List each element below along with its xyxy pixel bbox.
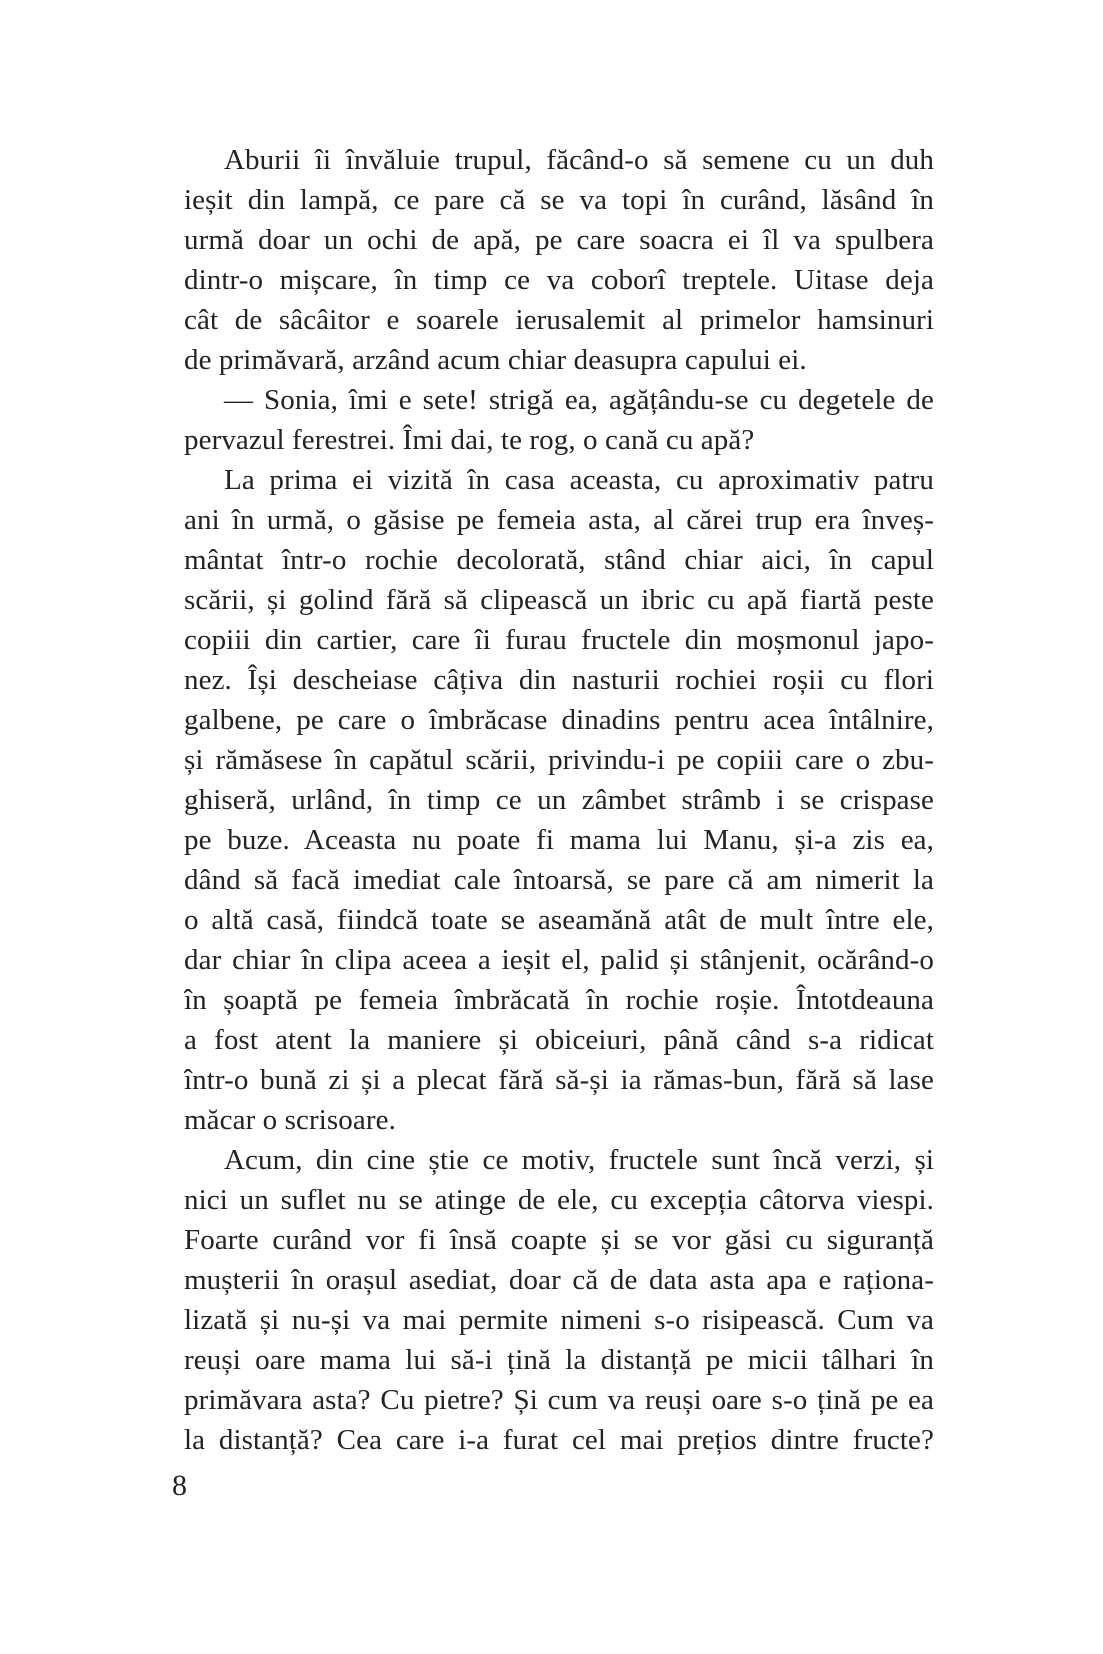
text-line: dar chiar în clipa aceea a ieșit el, palid și stânjenit, ocărând-o [184,944,934,976]
text-line: dând să facă imediat cale întoarsă, se pare că am nimerit la [184,864,934,896]
text-line: pervazul ferestrei. Îmi dai, te rog, o cană cu apă? [184,424,755,456]
text-line: a fost atent la maniere și obiceiuri, până când s-a ridicat [184,1024,934,1056]
text-line: urmă doar un ochi de apă, pe care soacra ei îl va spulbera [184,224,934,256]
text-line: nici un suflet nu se atinge de ele, cu excepția câtorva viespi. [184,1184,934,1216]
text-line: reuși oare mama lui să-i țină la distanță pe micii tâlhari în [184,1344,934,1376]
text-line: cât de sâcâitor e soarele ierusalemit al primelor hamsinuri [184,304,934,336]
text-line: — Sonia, îmi e sete! strigă ea, agățându-se cu degetele de [224,384,934,416]
text-line: lizată și nu-și va mai permite nimeni s-o risipească. Cum va [184,1304,934,1336]
text-line: măcar o scrisoare. [184,1104,396,1136]
paragraph-3 [184,460,934,1140]
text-line: mușterii în orașul asediat, doar că de data asta apa e raționa- [184,1264,934,1296]
text-line: Acum, din cine știe ce motiv, fructele sunt încă verzi, și [224,1144,934,1176]
page-text [184,140,934,1460]
text-line: copiii din cartier, care îi furau fructele din moșmonul japo- [184,624,934,656]
text-line: Aburii îi învăluie trupul, făcând-o să semene cu un duh [224,144,934,176]
text-line: pe buze. Aceasta nu poate fi mama lui Manu, și-a zis ea, [184,824,934,856]
paragraph-4 [184,1140,934,1460]
paragraph-2-dialogue [184,380,934,460]
text-line: galbene, pe care o îmbrăcase dinadins pentru acea întâlnire, [184,704,934,736]
text-line: o altă casă, fiindcă toate se aseamănă atât de mult între ele, [184,904,934,936]
text-line: Foarte curând vor fi însă coapte și se vor găsi cu siguranță [184,1224,934,1256]
text-line: ieșit din lampă, ce pare că se va topi în curând, lăsând în [184,184,934,216]
text-line: într-o bună zi și a plecat fără să-și ia rămas-bun, fără să lase [184,1064,934,1096]
text-line: scării, și golind fără să clipească un ibric cu apă fiartă peste [184,584,934,616]
text-line: ani în urmă, o găsise pe femeia asta, al cărei trup era înveș- [184,504,934,536]
text-line: primăvara asta? Cu pietre? Și cum va reuși oare s-o țină pe ea [184,1384,934,1416]
text-line: nez. Își descheiase câțiva din nasturii rochiei roșii cu flori [184,664,934,696]
text-line: și rămăsese în capătul scării, privindu-i pe copiii care o zbu- [184,744,934,776]
text-line: de primăvară, arzând acum chiar deasupra capului ei. [184,344,807,376]
text-line: la distanță? Cea care i-a furat cel mai prețios dintre fructe? [184,1424,934,1456]
text-line: în șoaptă pe femeia îmbrăcată în rochie roșie. Întotdeauna [184,984,934,1016]
text-line: mântat într-o rochie decolorată, stând chiar aici, în capul [184,544,934,576]
text-line: dintr-o mișcare, în timp ce va coborî treptele. Uitase deja [184,264,934,296]
text-line: ghiseră, urlând, în timp ce un zâmbet strâmb i se crispase [184,784,934,816]
paragraph-1 [184,140,934,380]
page-number: 8 [172,1469,187,1502]
text-line: La prima ei vizită în casa aceasta, cu aproximativ patru [224,464,934,496]
